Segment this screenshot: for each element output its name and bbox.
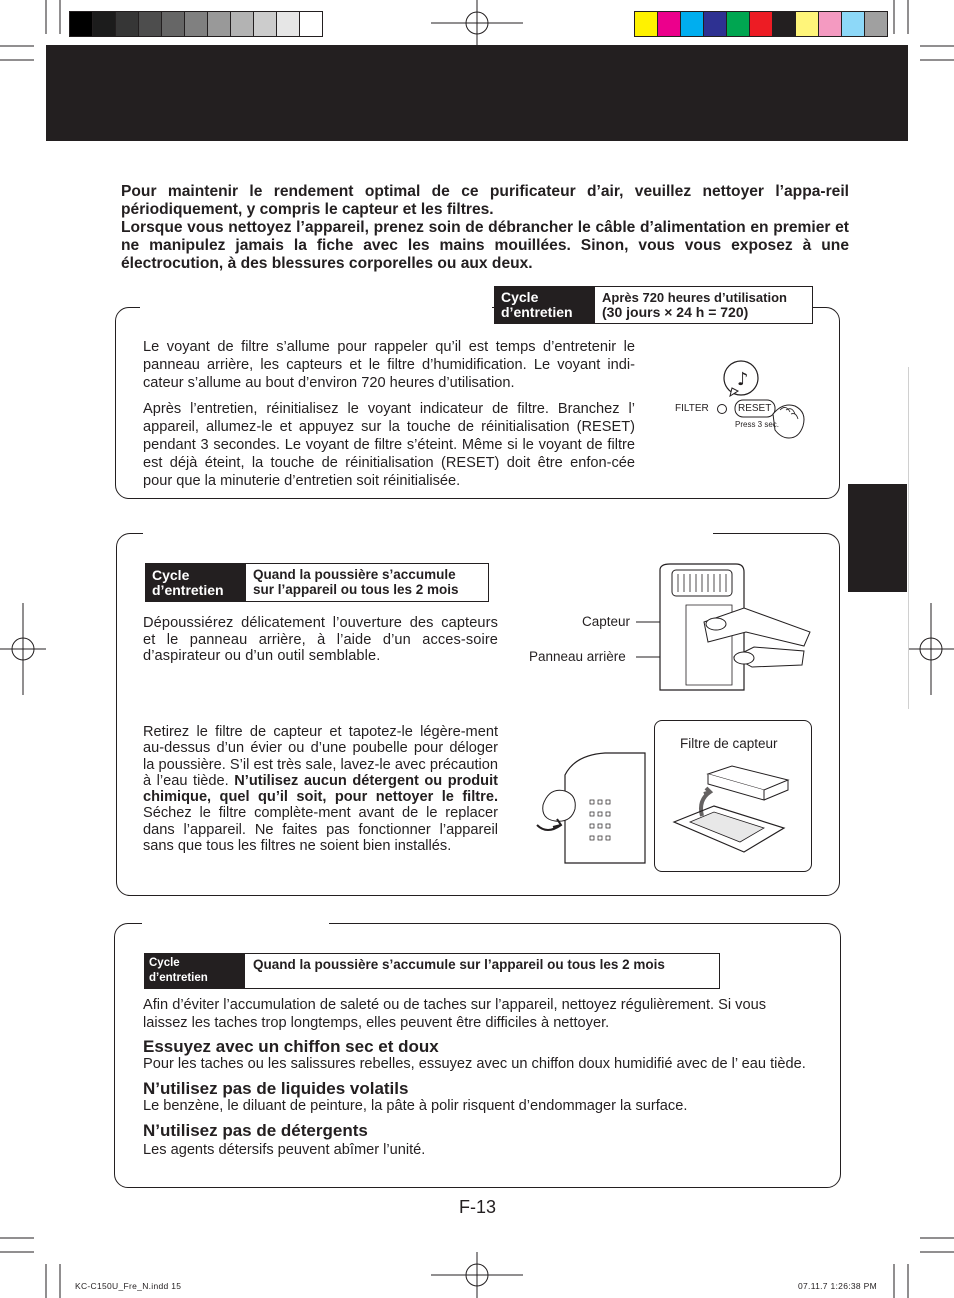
cycle-label: Cycle d’entretien [145,954,245,988]
color-swatch [750,12,773,36]
label-filtre-de-capteur: Filtre de capteur [680,736,778,751]
footer-file-name: KC-C150U_Fre_N.indd 15 [75,1281,182,1291]
section2-paragraph-2 [143,724,498,854]
heading-volatile-liquids: N’utilisez pas de liquides volatils [143,1079,409,1098]
label-panneau-arriere: Panneau arrière [529,649,626,664]
text-dry-cloth: Pour les taches ou les salissures rebelles, essuyez avec un chiffon doux humidifié avec de l’ eau tiède. [143,1056,806,1072]
label-capteur: Capteur [582,614,631,629]
gray-swatch [208,12,231,36]
cycle-label: Cycle d’entretien [146,564,246,601]
cycle-box-section1 [494,286,813,324]
cycle-box-section2 [145,563,489,602]
cycle-value-line1: Quand la poussière s’accumule [253,567,456,582]
section3-intro: Afin d’éviter l’accumulation de saleté ou de taches sur l’appareil, nettoyez régulièrement. Si vous laissez les taches trop longtemps, elles peuvent être difficiles à nettoyer. [143,997,767,1031]
color-swatch [796,12,819,36]
gray-swatch [254,12,277,36]
reset-button-figure [670,358,820,443]
section2-paragraph-2-part-a: Retirez le filtre de capteur et tapotez-le légère-ment au-dessus d’un évier ou d’une poubelle pour déloger la poussière. S’il est très sale, lavez-le avec précaution à l’eau tiède. [143,724,498,789]
sensor-filter-icon [660,760,805,865]
reset-label: RESET [738,403,772,414]
footer-timestamp: 07.11.7 1:26:38 PM [798,1281,877,1291]
gray-swatch [116,12,139,36]
gray-swatch [162,12,185,36]
cycle-value-line2: sur l’appareil ou tous les 2 mois [253,582,459,597]
section1-paragraph-2: Après l’entretien, réinitialisez le voyant indicateur de filtre. Branchez l’ appareil, allumez-le et appuyez sur la touche de réinitialisation (RESET) pendant 3 secondes. Le voyant de filtre s’éteint. Même si le voyant de filtre est déjà éteint, la touche de réinitialisation (RESET) doit être enfon-cée pour que la minuterie d’entretien soit réinitialisée. [143,401,635,489]
section1-body [143,338,635,498]
vacuum-cleaning-figure [636,560,816,695]
side-divider-line [908,367,909,709]
color-swatch [727,12,750,36]
intro-paragraph-2: Lorsque vous nettoyez l’appareil, prenez soin de débrancher le câble d’alimentation en premier et ne manipulez jamais la fiche avec les mains mouillées. Sinon, vous vous exposez à une électrocution, à des blessures corporelles ou aux deux. [121,219,849,272]
section-title-gap [143,529,713,535]
color-swatch [704,12,727,36]
section2-paragraph-2-part-b: Séchez le filtre complète-ment avant de le replacer dans l’appareil. Ne faites pas fonctionner l’appareil sans que tous les filtres ne soient bien installés. [143,805,498,855]
heading-detergents: N’utilisez pas de détergents [143,1121,368,1140]
svg-text:♪: ♪ [737,369,749,390]
page-number: F-13 [459,1197,497,1217]
cycle-value: Quand la poussière s’accumule sur l’appareil ou tous les 2 mois [253,957,665,972]
gray-swatch [277,12,300,36]
cycle-box-section3 [144,953,720,989]
section-title-gap [142,919,329,925]
section1-paragraph-1: Le voyant de filtre s’allume pour rappeler qu’il est temps d’entretenir le panneau arrière, les capteurs et le filtre d’humidification. Le voyant indi-cateur s’allume au bout d’environ 720 heures d’utilisation. [143,339,635,391]
gray-swatch [185,12,208,36]
cycle-value-line2: (30 jours × 24 h = 720) [602,304,749,320]
section2-paragraph-1: Dépoussiérez délicatement l’ouverture des capteurs et le panneau arrière, à l’aide d’un acces-soire d’aspirateur ou d’un outil semblable. [143,615,498,664]
cycle-label: Cycle d’entretien [495,287,595,323]
color-swatch [842,12,865,36]
color-swatch [635,12,658,36]
text-detergents: Les agents détersifs peuvent abîmer l’unité. [143,1142,426,1158]
section3-body [143,996,810,1159]
color-calibration-bar [634,11,888,37]
section2-body-2 [143,724,498,862]
intro-warning [121,183,849,273]
grayscale-calibration-bar [69,11,323,37]
page-header-band [46,45,908,141]
gray-swatch [300,12,322,36]
cycle-value-line1: Après 720 heures d’utilisation [602,290,787,305]
section-title-gap [140,303,492,309]
color-swatch [681,12,704,36]
text-volatile-liquids: Le benzène, le diluant de peinture, la pâte à polir risquent d’endommager la surface. [143,1098,688,1114]
color-swatch [865,12,887,36]
color-swatch [819,12,842,36]
intro-paragraph-1: Pour maintenir le rendement optimal de ce purificateur d’air, veuillez nettoyer l’appa-reil périodiquement, y compris le capteur et les filtres. [121,183,849,218]
gray-swatch [70,12,93,36]
color-swatch [773,12,796,36]
section2-body-1 [143,615,498,673]
gray-swatch [93,12,116,36]
side-tab [848,484,907,592]
filter-label: FILTER [675,403,709,414]
sensor-removal-figure [535,745,650,870]
section2-paragraph-2-bold: N’utilisez aucun détergent ou produit chimique, quel qu’il soit, pour nettoyer le filtre. [143,772,498,806]
heading-dry-cloth: Essuyez avec un chiffon sec et doux [143,1037,439,1056]
gray-swatch [231,12,254,36]
press-3-sec-label: Press 3 sec. [735,420,780,429]
color-swatch [658,12,681,36]
gray-swatch [139,12,162,36]
